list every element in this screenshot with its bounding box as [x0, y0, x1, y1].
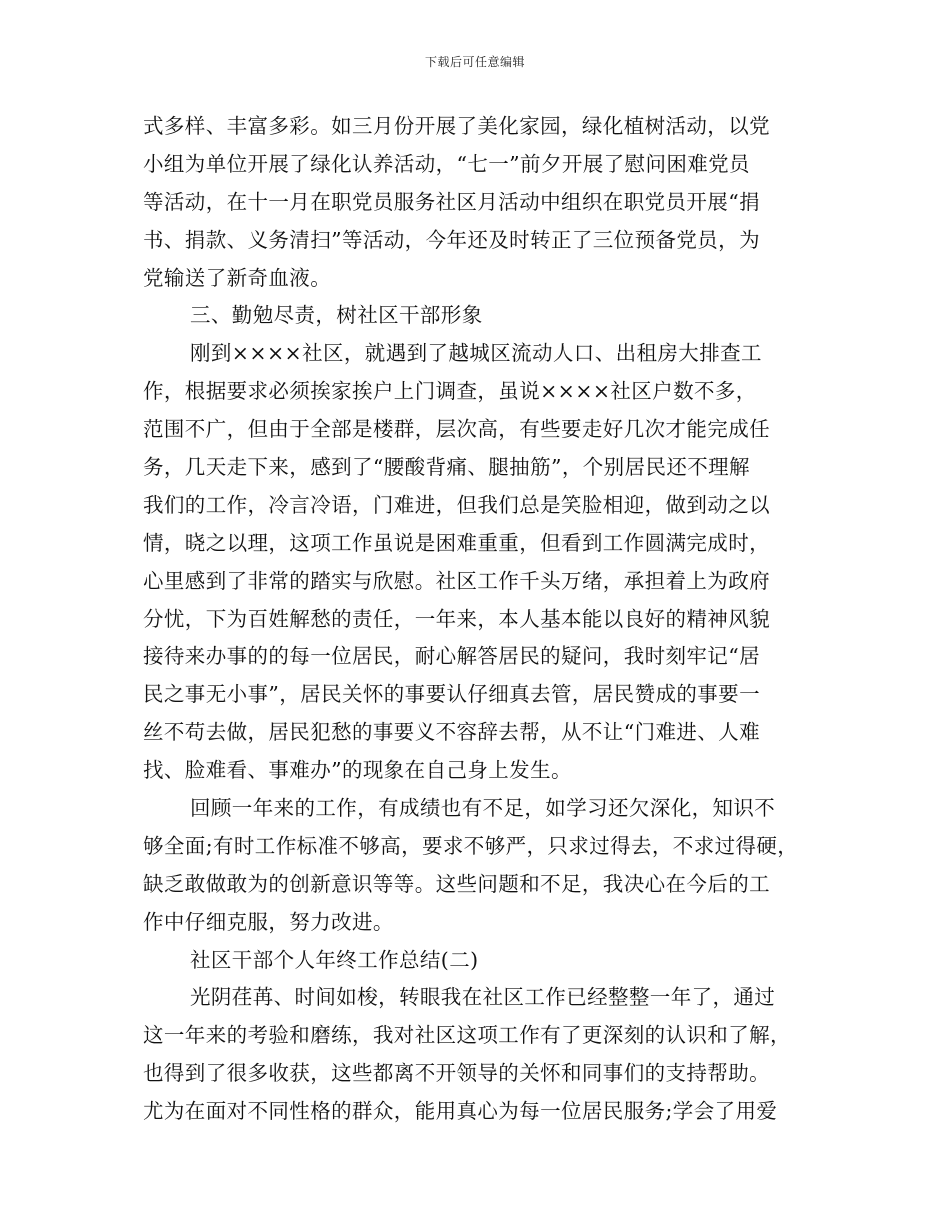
text-line: 也得到了很多收获，这些都离不开领导的关怀和同事们的支持帮助。 [143, 1061, 770, 1086]
text-line: 分忧，下为百姓解愁的责任，一年来，本人基本能以良好的精神风貌 [143, 606, 770, 631]
text-line: 作，根据要求必须挨家挨户上门调查，虽说××××社区户数不多， [143, 379, 757, 404]
text-line: 作中仔细克服，努力改进。 [143, 909, 394, 934]
text-line: 这一年来的考验和磨练，我对社区这项工作有了更深刻的认识和了解， [143, 1023, 791, 1048]
text-line: 刚到××××社区，就遇到了越城区流动人口、出租房大排查工 [190, 341, 762, 366]
text-line: 接待来办事的的每一位居民，耐心解答居民的疑问，我时刻牢记“居 [143, 644, 760, 669]
section-heading: 社区干部个人年终工作总结(二) [190, 947, 479, 972]
text-line: 式多样、丰富多彩。如三月份开展了美化家园，绿化植树活动，以党 [143, 114, 770, 138]
text-line: 光阴荏苒、时间如梭，转眼我在社区工作已经整整一年了，通过 [190, 985, 776, 1010]
text-line: 情，晓之以理，这项工作虽说是困难重重，但看到工作圆满完成时， [143, 530, 770, 555]
text-line: 民之事无小事”，居民关怀的事要认仔细真去管，居民赞成的事要一 [143, 682, 760, 707]
body-text [143, 108, 823, 1131]
text-line: 等活动，在十一月在职党员服务社区月活动中组织在职党员开展“捐 [143, 189, 760, 214]
text-line: 心里感到了非常的踏实与欣慰。社区工作千头万绪，承担着上为政府 [143, 568, 770, 593]
section-heading: 三、勤勉尽责，树社区干部形象 [190, 303, 483, 328]
text-line: 找、脸难看、事难办”的现象在自己身上发生。 [143, 758, 572, 783]
text-line: 尤为在面对不同性格的群众，能用真心为每一位居民服务;学会了用爱 [143, 1099, 778, 1124]
text-line: 够全面;有时工作标准不够高，要求不够严，只求过得去，不求过得硬， [143, 833, 799, 858]
text-line: 回顾一年来的工作，有成绩也有不足，如学习还欠深化，知识不 [190, 796, 776, 821]
text-line: 书、捐款、义务清扫”等活动，今年还及时转正了三位预备党员，为 [143, 227, 760, 252]
text-line: 丝不苟去做，居民犯愁的事要义不容辞去帮，从不让“门难进、人难 [143, 720, 760, 745]
page-header-note: 下载后可任意编辑 [424, 55, 525, 69]
text-line: 务，几天走下来，感到了“腰酸背痛、腿抽筋”，个别居民还不理解 [143, 455, 750, 480]
text-line: 小组为单位开展了绿化认养活动，“七一”前夕开展了慰问困难党员 [143, 151, 750, 176]
text-line: 党输送了新奇血液。 [143, 265, 332, 290]
text-line: 缺乏敢做敢为的创新意识等等。这些问题和不足，我决心在今后的工 [143, 871, 770, 896]
text-line: 我们的工作，冷言冷语，门难进，但我们总是笑脸相迎，做到动之以 [143, 492, 770, 517]
text-line: 范围不广，但由于全部是楼群，层次高，有些要走好几次才能完成任 [143, 417, 770, 442]
